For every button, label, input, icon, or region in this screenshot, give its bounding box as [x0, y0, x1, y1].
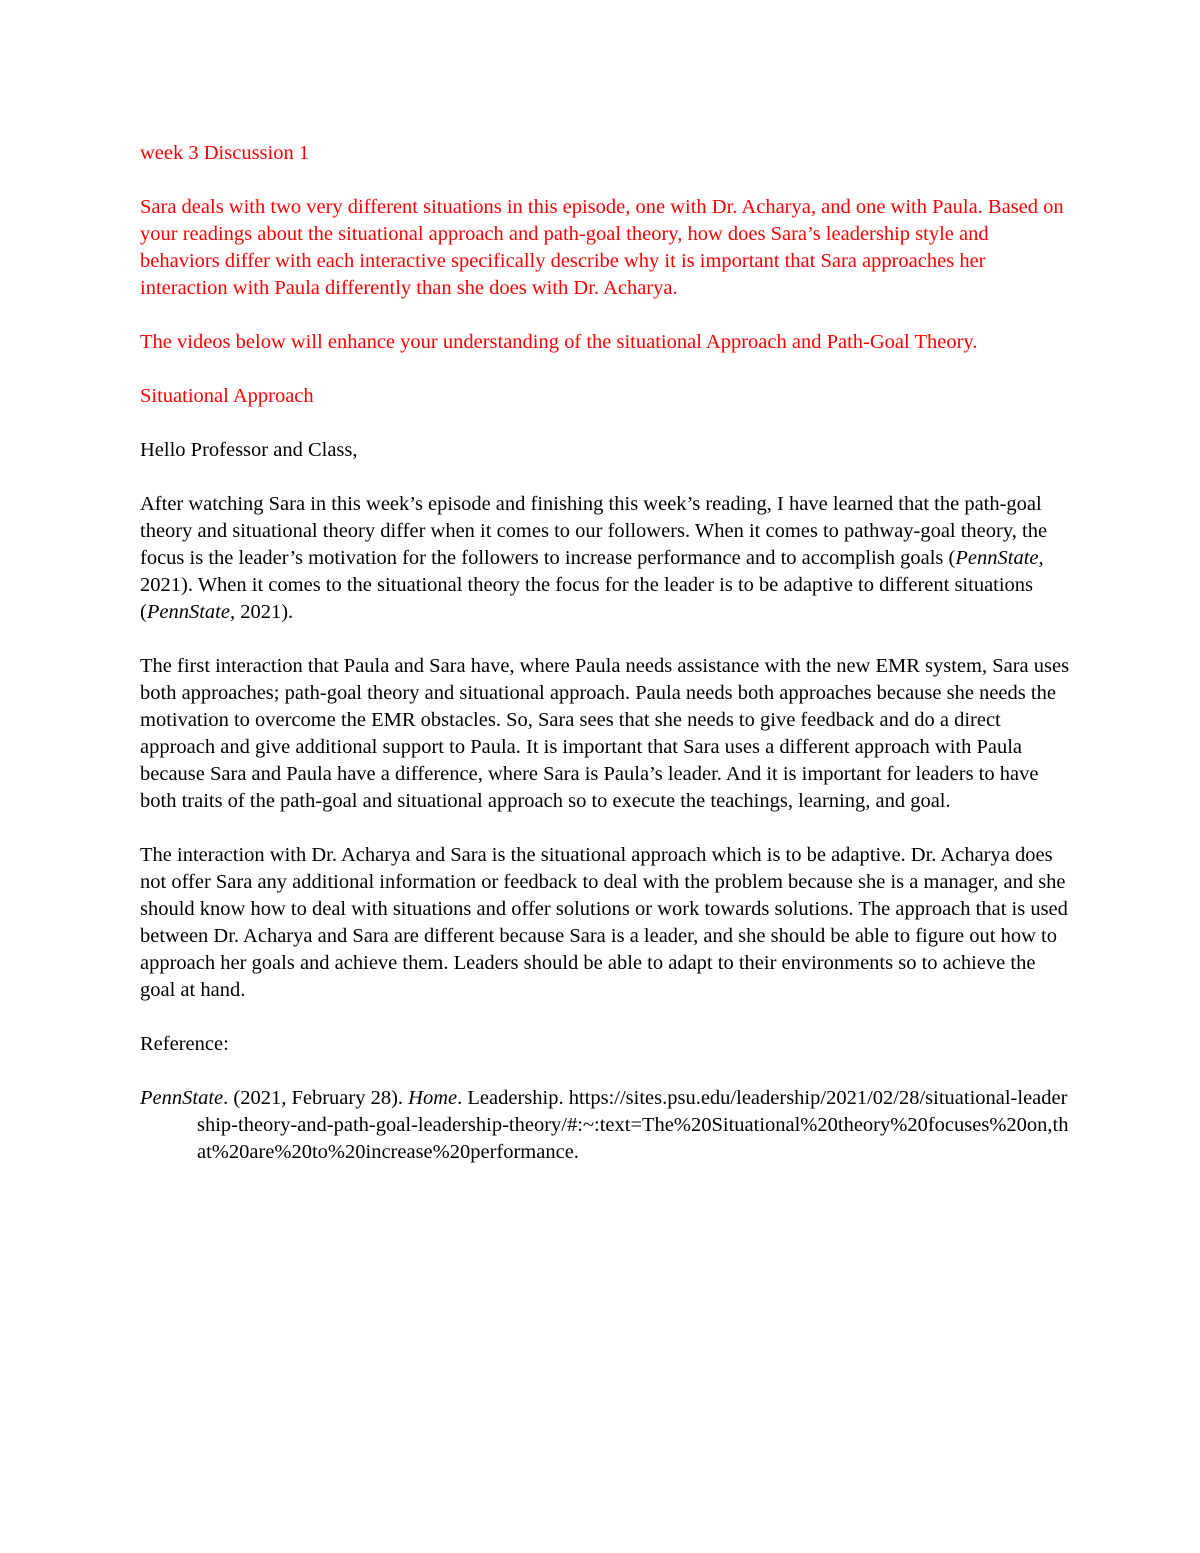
response-paragraph-3: The interaction with Dr. Acharya and Sara is the situational approach which is to be adaptive. Dr. Acharya does not offer Sara any additional information or feedback to deal with the problem because she is a manager, and she should know how to deal with situations and offer solutions or work towards solutions. The approach that is used between Dr. Acharya and Sara are different because Sara is a leader, and she should be able to figure out how to approach her goals and achieve them. Leaders should be able to adapt to their environments so to achieve the goal at hand. — [140, 844, 1068, 1001]
reference-entry — [140, 1085, 1070, 1166]
discussion-title: week 3 Discussion 1 — [140, 142, 310, 164]
citation-pennstate-1: PennState — [955, 547, 1039, 569]
reference-publisher: . Leadership. — [457, 1087, 564, 1109]
reference-url[interactable]: https://sites.psu.edu/leadership/2021/02/28/situational-leadership-theory-and-path-goal-leadership-theory/#:~:text=The%20Situational%20theory%20focuses%20on,that%20are%20to%20increase%20performance. — [197, 1087, 1069, 1163]
p1-text-3: , 2021). — [229, 601, 294, 623]
video-link-situational-approach[interactable]: Situational Approach — [140, 385, 314, 407]
discussion-question: Sara deals with two very different situations in this episode, one with Dr. Acharya, and one with Paula. Based on your readings about the situational approach and path-goal theory, how does Sara’s leadership style and behaviors differ with each interactive specifically describe why it is important that Sara approaches her interaction with Paula differently than she does with Dr. Acharya. — [140, 196, 1064, 299]
response-paragraph-2: The first interaction that Paula and Sara have, where Paula needs assistance with the new EMR system, Sara uses both approaches; path-goal theory and situational approach. Paula needs both approaches because she needs the motivation to overcome the EMR obstacles. So, Sara sees that she needs to give feedback and do a direct approach and give additional support to Paula. It is important that Sara uses a different approach with Paula because Sara and Paula have a difference, where Sara is Paula’s leader. And it is important for leaders to have both traits of the path-goal and situational approach so to execute the teachings, learning, and goal. — [140, 655, 1070, 812]
p1-text-2: , 2021). When it comes to the situational theory the focus for the leader is to be adaptive to different situations ( — [140, 547, 1044, 623]
reference-date: . (2021, February 28). — [223, 1087, 409, 1109]
reference-author: PennState — [140, 1087, 224, 1109]
citation-pennstate-2: PennState — [146, 601, 230, 623]
p1-text-1: After watching Sara in this week’s episode and finishing this week’s reading, I have learned that the path-goal theory and situational theory differ when it comes to our followers. When it comes to pathway-goal theory, the focus is the leader’s motivation for the followers to increase performance and to accomplish goals ( — [140, 493, 1048, 569]
document-page — [140, 140, 1070, 1166]
reference-site-title: Home — [408, 1087, 458, 1109]
reference-heading: Reference: — [140, 1033, 229, 1055]
greeting: Hello Professor and Class, — [140, 439, 358, 461]
videos-note: The videos below will enhance your understanding of the situational Approach and Path-Goal Theory. — [140, 331, 978, 353]
response-paragraph-1 — [140, 491, 1070, 626]
